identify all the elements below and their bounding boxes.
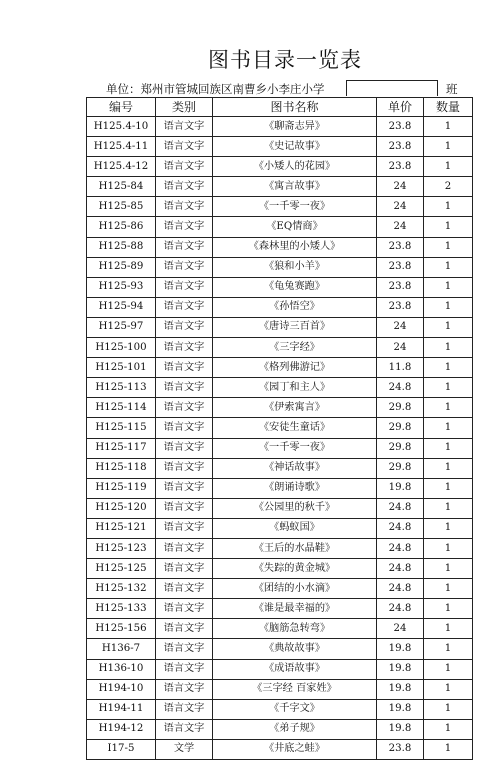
cell-category: 语言文字 — [156, 659, 213, 679]
table-row — [87, 599, 473, 619]
cell-quantity: 1 — [424, 257, 473, 277]
cell-category: 语言文字 — [156, 719, 213, 739]
cell-quantity: 1 — [424, 117, 473, 137]
cell-price: 24.8 — [377, 378, 424, 398]
cell-id: H125-121 — [87, 518, 156, 538]
cell-quantity: 1 — [424, 619, 473, 639]
cell-price: 29.8 — [377, 458, 424, 478]
cell-price: 23.8 — [377, 297, 424, 317]
table-row — [87, 177, 473, 197]
header-row — [87, 98, 473, 117]
cell-book-name: 《井底之蛙》 — [213, 739, 377, 759]
cell-price: 19.8 — [377, 659, 424, 679]
cell-quantity: 1 — [424, 579, 473, 599]
cell-book-name: 《伊索寓言》 — [213, 398, 377, 418]
cell-quantity: 1 — [424, 197, 473, 217]
cell-id: H125-86 — [87, 217, 156, 237]
cell-book-name: 《EQ情商》 — [213, 217, 377, 237]
cell-book-name: 《公园里的秋千》 — [213, 498, 377, 518]
cell-book-name: 《朗诵诗歌》 — [213, 478, 377, 498]
cell-book-name: 《三字经》 — [213, 338, 377, 358]
cell-id: H125-125 — [87, 559, 156, 579]
cell-book-name: 《王后的水晶鞋》 — [213, 538, 377, 558]
cell-price: 29.8 — [377, 418, 424, 438]
cell-quantity: 1 — [424, 458, 473, 478]
cell-price: 24.8 — [377, 559, 424, 579]
cell-book-name: 《弟子规》 — [213, 719, 377, 739]
cell-category: 语言文字 — [156, 358, 213, 378]
cell-quantity: 1 — [424, 679, 473, 699]
table-row — [87, 538, 473, 558]
unit-row — [86, 80, 500, 97]
cell-book-name: 《三字经 百家姓》 — [213, 679, 377, 699]
cell-price: 24.8 — [377, 518, 424, 538]
table-body — [87, 117, 473, 760]
cell-quantity: 1 — [424, 699, 473, 719]
cell-category: 语言文字 — [156, 237, 213, 257]
cell-quantity: 1 — [424, 237, 473, 257]
cell-price: 29.8 — [377, 438, 424, 458]
cell-id: I17-5 — [87, 739, 156, 759]
cell-category: 语言文字 — [156, 458, 213, 478]
table-row — [87, 277, 473, 297]
cell-id: H125-94 — [87, 297, 156, 317]
table-row — [87, 257, 473, 277]
cell-quantity: 1 — [424, 639, 473, 659]
cell-category: 文学 — [156, 739, 213, 759]
cell-category: 语言文字 — [156, 498, 213, 518]
cell-category: 语言文字 — [156, 378, 213, 398]
table-row — [87, 498, 473, 518]
cell-book-name: 《一千零一夜》 — [213, 438, 377, 458]
table-row — [87, 217, 473, 237]
cell-id: H125-117 — [87, 438, 156, 458]
header-quantity: 数量 — [424, 98, 473, 117]
cell-price: 23.8 — [377, 739, 424, 759]
cell-id: H125-119 — [87, 478, 156, 498]
book-table — [86, 97, 473, 760]
cell-category: 语言文字 — [156, 579, 213, 599]
cell-id: H194-10 — [87, 679, 156, 699]
cell-price: 23.8 — [377, 137, 424, 157]
cell-category: 语言文字 — [156, 197, 213, 217]
cell-category: 语言文字 — [156, 398, 213, 418]
table-row — [87, 619, 473, 639]
cell-category: 语言文字 — [156, 257, 213, 277]
cell-book-name: 《聊斋志异》 — [213, 117, 377, 137]
cell-id: H125-84 — [87, 177, 156, 197]
table-row — [87, 398, 473, 418]
cell-quantity: 1 — [424, 518, 473, 538]
cell-price: 19.8 — [377, 699, 424, 719]
cell-price: 24 — [377, 619, 424, 639]
cell-category: 语言文字 — [156, 317, 213, 337]
header-book-name: 图书名称 — [213, 98, 377, 117]
cell-price: 24 — [377, 338, 424, 358]
cell-category: 语言文字 — [156, 157, 213, 177]
cell-category: 语言文字 — [156, 478, 213, 498]
cell-price: 24 — [377, 217, 424, 237]
table-row — [87, 378, 473, 398]
cell-price: 24.8 — [377, 498, 424, 518]
cell-id: H125-100 — [87, 338, 156, 358]
table-row — [87, 137, 473, 157]
cell-book-name: 《成语故事》 — [213, 659, 377, 679]
cell-book-name: 《谁是最幸福的》 — [213, 599, 377, 619]
cell-quantity: 1 — [424, 659, 473, 679]
cell-category: 语言文字 — [156, 217, 213, 237]
cell-id: H125-93 — [87, 277, 156, 297]
cell-price: 24 — [377, 197, 424, 217]
cell-category: 语言文字 — [156, 599, 213, 619]
cell-category: 语言文字 — [156, 117, 213, 137]
cell-id: H125-97 — [87, 317, 156, 337]
cell-quantity: 1 — [424, 398, 473, 418]
cell-price: 29.8 — [377, 398, 424, 418]
cell-id: H125-89 — [87, 257, 156, 277]
table-row — [87, 197, 473, 217]
cell-id: H136-7 — [87, 639, 156, 659]
cell-id: H125-115 — [87, 418, 156, 438]
cell-id: H194-11 — [87, 699, 156, 719]
cell-price: 23.8 — [377, 157, 424, 177]
cell-id: H125-132 — [87, 579, 156, 599]
table-row — [87, 639, 473, 659]
cell-category: 语言文字 — [156, 538, 213, 558]
cell-category: 语言文字 — [156, 559, 213, 579]
cell-id: H125.4-11 — [87, 137, 156, 157]
cell-price: 24 — [377, 317, 424, 337]
unit-label: 单位：郑州市管城回族区南曹乡小李庄小学 — [106, 82, 325, 96]
table-row — [87, 478, 473, 498]
cell-price: 19.8 — [377, 478, 424, 498]
cell-quantity: 1 — [424, 137, 473, 157]
cell-price: 24.8 — [377, 538, 424, 558]
cell-book-name: 《脑筋急转弯》 — [213, 619, 377, 639]
table-row — [87, 679, 473, 699]
cell-id: H125-88 — [87, 237, 156, 257]
table-row — [87, 659, 473, 679]
cell-category: 语言文字 — [156, 619, 213, 639]
cell-price: 19.8 — [377, 719, 424, 739]
cell-quantity: 1 — [424, 378, 473, 398]
cell-book-name: 《寓言故事》 — [213, 177, 377, 197]
cell-book-name: 《安徒生童话》 — [213, 418, 377, 438]
cell-category: 语言文字 — [156, 137, 213, 157]
table-row — [87, 518, 473, 538]
table-row — [87, 699, 473, 719]
cell-price: 23.8 — [377, 237, 424, 257]
cell-quantity: 1 — [424, 478, 473, 498]
cell-quantity: 1 — [424, 599, 473, 619]
cell-book-name: 《一千零一夜》 — [213, 197, 377, 217]
cell-id: H125.4-12 — [87, 157, 156, 177]
cell-category: 语言文字 — [156, 438, 213, 458]
table-row — [87, 237, 473, 257]
table-row — [87, 559, 473, 579]
cell-id: H194-12 — [87, 719, 156, 739]
cell-price: 19.8 — [377, 679, 424, 699]
cell-category: 语言文字 — [156, 338, 213, 358]
cell-category: 语言文字 — [156, 639, 213, 659]
table-row — [87, 297, 473, 317]
table-row — [87, 418, 473, 438]
header-category: 类别 — [156, 98, 213, 117]
cell-quantity: 2 — [424, 177, 473, 197]
cell-category: 语言文字 — [156, 679, 213, 699]
table-row — [87, 157, 473, 177]
cell-quantity: 1 — [424, 317, 473, 337]
cell-id: H125-120 — [87, 498, 156, 518]
cell-quantity: 1 — [424, 217, 473, 237]
table-row — [87, 317, 473, 337]
cell-price: 23.8 — [377, 117, 424, 137]
header-price: 单价 — [377, 98, 424, 117]
cell-book-name: 《园丁和主人》 — [213, 378, 377, 398]
table-row — [87, 117, 473, 137]
cell-category: 语言文字 — [156, 418, 213, 438]
cell-book-name: 《典故故事》 — [213, 639, 377, 659]
cell-category: 语言文字 — [156, 699, 213, 719]
cell-book-name: 《森林里的小矮人》 — [213, 237, 377, 257]
cell-price: 19.8 — [377, 639, 424, 659]
cell-book-name: 《狼和小羊》 — [213, 257, 377, 277]
table-row — [87, 719, 473, 739]
cell-category: 语言文字 — [156, 297, 213, 317]
cell-quantity: 1 — [424, 338, 473, 358]
cell-quantity: 1 — [424, 157, 473, 177]
cell-id: H125-123 — [87, 538, 156, 558]
cell-price: 23.8 — [377, 277, 424, 297]
cell-quantity: 1 — [424, 739, 473, 759]
cell-quantity: 1 — [424, 297, 473, 317]
cell-quantity: 1 — [424, 538, 473, 558]
cell-category: 语言文字 — [156, 518, 213, 538]
cell-id: H125-118 — [87, 458, 156, 478]
cell-price: 23.8 — [377, 257, 424, 277]
cell-id: H125.4-10 — [87, 117, 156, 137]
cell-price: 11.8 — [377, 358, 424, 378]
cell-book-name: 《唐诗三百首》 — [213, 317, 377, 337]
cell-book-name: 《神话故事》 — [213, 458, 377, 478]
cell-price: 24.8 — [377, 579, 424, 599]
table-row — [87, 338, 473, 358]
cell-quantity: 1 — [424, 438, 473, 458]
cell-quantity: 1 — [424, 358, 473, 378]
page-title: 图书目录一览表 — [208, 48, 362, 72]
cell-book-name: 《蚂蚁国》 — [213, 518, 377, 538]
class-label: 班 — [446, 82, 458, 96]
table-row — [87, 438, 473, 458]
cell-id: H136-10 — [87, 659, 156, 679]
cell-id: H125-114 — [87, 398, 156, 418]
header-id: 编号 — [87, 98, 156, 117]
cell-id: H125-113 — [87, 378, 156, 398]
cell-book-name: 《史记故事》 — [213, 137, 377, 157]
cell-book-name: 《龟兔赛跑》 — [213, 277, 377, 297]
cell-book-name: 《千字文》 — [213, 699, 377, 719]
cell-quantity: 1 — [424, 559, 473, 579]
cell-price: 24 — [377, 177, 424, 197]
class-input-box — [346, 80, 438, 96]
cell-id: H125-101 — [87, 358, 156, 378]
cell-id: H125-85 — [87, 197, 156, 217]
table-row — [87, 579, 473, 599]
cell-book-name: 《小矮人的花园》 — [213, 157, 377, 177]
cell-book-name: 《格列佛游记》 — [213, 358, 377, 378]
table-row — [87, 358, 473, 378]
cell-quantity: 1 — [424, 277, 473, 297]
cell-category: 语言文字 — [156, 177, 213, 197]
cell-book-name: 《团结的小水滴》 — [213, 579, 377, 599]
table-row — [87, 458, 473, 478]
cell-id: H125-133 — [87, 599, 156, 619]
cell-book-name: 《失踪的黄金城》 — [213, 559, 377, 579]
cell-price: 24.8 — [377, 599, 424, 619]
cell-quantity: 1 — [424, 719, 473, 739]
cell-id: H125-156 — [87, 619, 156, 639]
cell-category: 语言文字 — [156, 277, 213, 297]
cell-quantity: 1 — [424, 418, 473, 438]
cell-book-name: 《孙悟空》 — [213, 297, 377, 317]
table-row — [87, 739, 473, 759]
cell-quantity: 1 — [424, 498, 473, 518]
